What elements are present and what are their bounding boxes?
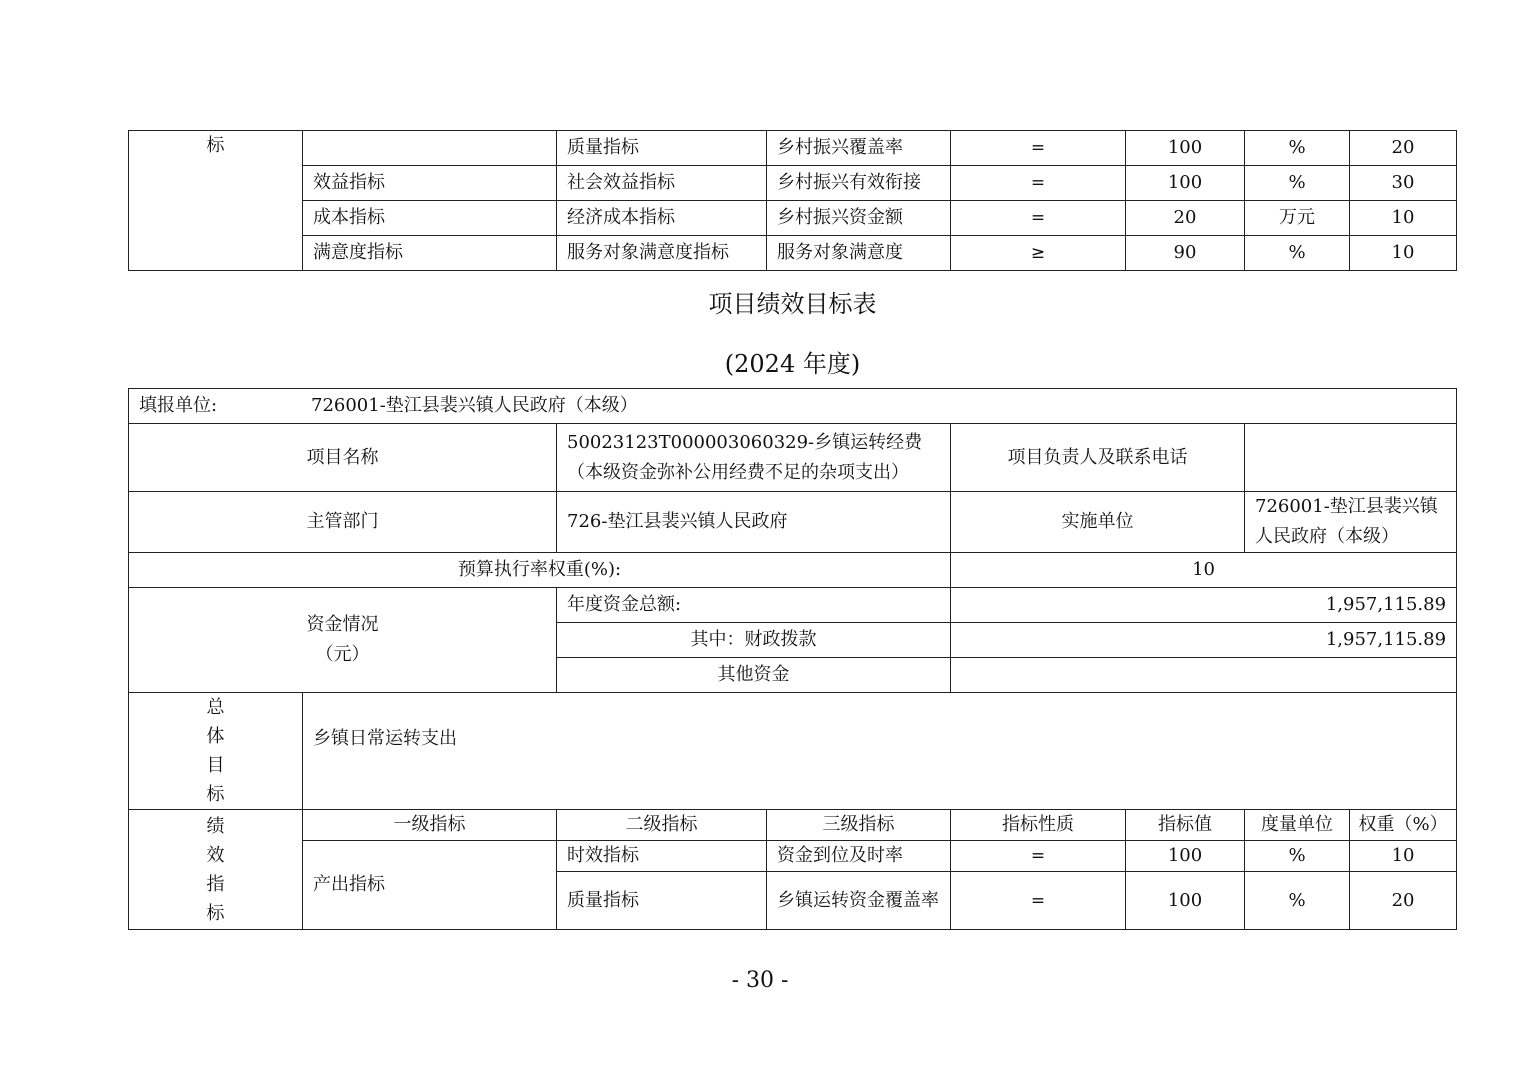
- level3-cell: 服务对象满意度: [767, 236, 951, 271]
- header-unit: 度量单位: [1245, 810, 1350, 841]
- perf-char: 标: [206, 902, 225, 924]
- filler-row: [129, 389, 1457, 424]
- output-indicator-label: 产出指标: [303, 841, 557, 930]
- unit-cell: %: [1245, 131, 1350, 166]
- dept-label: 主管部门: [129, 492, 557, 553]
- level1-cell: 效益指标: [303, 166, 557, 201]
- perf-char: 绩: [206, 815, 225, 837]
- performance-goal-table: [128, 388, 1457, 930]
- level1-cell: 成本指标: [303, 201, 557, 236]
- page-subtitle: (2024 年度): [724, 350, 861, 378]
- funds-label: [129, 588, 557, 693]
- nature-cell: =: [951, 872, 1126, 930]
- header-value: 指标值: [1126, 810, 1245, 841]
- other-funds-value: [951, 658, 1457, 693]
- filler-label: 填报单位:: [139, 395, 218, 416]
- unit-cell: %: [1245, 166, 1350, 201]
- value-cell: 100: [1126, 872, 1245, 930]
- fiscal-label: 其中：财政拨款: [557, 623, 951, 658]
- nature-cell: =: [951, 841, 1126, 872]
- annual-total-value: 1,957,115.89: [951, 588, 1457, 623]
- contact-label: 项目负责人及联系电话: [951, 424, 1245, 492]
- nature-cell: =: [951, 166, 1126, 201]
- level2-cell: 质量指标: [557, 131, 767, 166]
- header-level1: 一级指标: [303, 810, 557, 841]
- level2-cell: 质量指标: [557, 872, 767, 930]
- dept-value: 726-垫江县裴兴镇人民政府: [557, 492, 951, 553]
- header-weight: 权重（%）: [1350, 810, 1457, 841]
- level2-cell: 服务对象满意度指标: [557, 236, 767, 271]
- goal-char: 目: [206, 755, 225, 776]
- level1-cell: 满意度指标: [303, 236, 557, 271]
- impl-value: 726001-垫江县裴兴镇人民政府（本级）: [1245, 492, 1457, 553]
- header-nature: 指标性质: [951, 810, 1126, 841]
- header-level2: 二级指标: [557, 810, 767, 841]
- value-cell: 100: [1126, 131, 1245, 166]
- level3-cell: 乡村振兴有效衔接: [767, 166, 951, 201]
- unit-cell: %: [1245, 236, 1350, 271]
- perf-char: 效: [206, 844, 225, 866]
- unit-cell: %: [1245, 872, 1350, 930]
- value-cell: 100: [1126, 166, 1245, 201]
- overall-goal-text: 乡镇日常运转支出: [313, 728, 457, 749]
- unit-cell: %: [1245, 841, 1350, 872]
- level3-cell: 乡村振兴资金额: [767, 201, 951, 236]
- top-indicator-table: [128, 130, 1457, 271]
- annual-total-label: 年度资金总额:: [557, 588, 951, 623]
- filler-value: 726001-垫江县裴兴镇人民政府（本级）: [311, 395, 638, 416]
- overall-goal-label: [129, 693, 303, 810]
- goal-char: 体: [206, 726, 225, 747]
- weight-cell: 20: [1350, 872, 1457, 930]
- nature-cell: ≥: [951, 236, 1126, 271]
- nature-cell: =: [951, 131, 1126, 166]
- perf-char: 指: [206, 873, 225, 895]
- project-name-value: 50023123T000003060329-乡镇运转经费（本级资金弥补公用经费不足的杂项支出）: [557, 424, 951, 492]
- level3-cell: 乡镇运转资金覆盖率: [767, 872, 951, 930]
- nature-cell: =: [951, 201, 1126, 236]
- weight-cell: 20: [1350, 131, 1457, 166]
- weight-cell: 30: [1350, 166, 1457, 201]
- funds-label-line2: （元）: [315, 644, 370, 665]
- budget-weight-value: 10: [951, 553, 1457, 588]
- page-number: - 30 -: [731, 968, 789, 993]
- level2-cell: 经济成本指标: [557, 201, 767, 236]
- side-label: 标: [129, 131, 303, 271]
- contact-value: [1245, 424, 1457, 492]
- value-cell: 90: [1126, 236, 1245, 271]
- other-funds-label: 其他资金: [557, 658, 951, 693]
- impl-label: 实施单位: [951, 492, 1245, 553]
- level1-cell: [303, 131, 557, 166]
- unit-cell: 万元: [1245, 201, 1350, 236]
- weight-cell: 10: [1350, 236, 1457, 271]
- goal-char: 标: [206, 784, 225, 805]
- header-level3: 三级指标: [767, 810, 951, 841]
- fiscal-value: 1,957,115.89: [951, 623, 1457, 658]
- goal-char: 总: [206, 697, 225, 718]
- weight-cell: 10: [1350, 201, 1457, 236]
- weight-cell: 10: [1350, 841, 1457, 872]
- budget-weight-label: 预算执行率权重(%):: [129, 553, 951, 588]
- overall-goal-value: [303, 693, 1457, 810]
- page-title: 项目绩效目标表: [708, 290, 877, 318]
- level3-cell: 乡村振兴覆盖率: [767, 131, 951, 166]
- level3-cell: 资金到位及时率: [767, 841, 951, 872]
- level2-cell: 社会效益指标: [557, 166, 767, 201]
- level2-cell: 时效指标: [557, 841, 767, 872]
- value-cell: 20: [1126, 201, 1245, 236]
- project-name-label: 项目名称: [129, 424, 557, 492]
- funds-label-line1: 资金情况: [306, 614, 379, 635]
- value-cell: 100: [1126, 841, 1245, 872]
- perf-indicator-label: [129, 810, 303, 930]
